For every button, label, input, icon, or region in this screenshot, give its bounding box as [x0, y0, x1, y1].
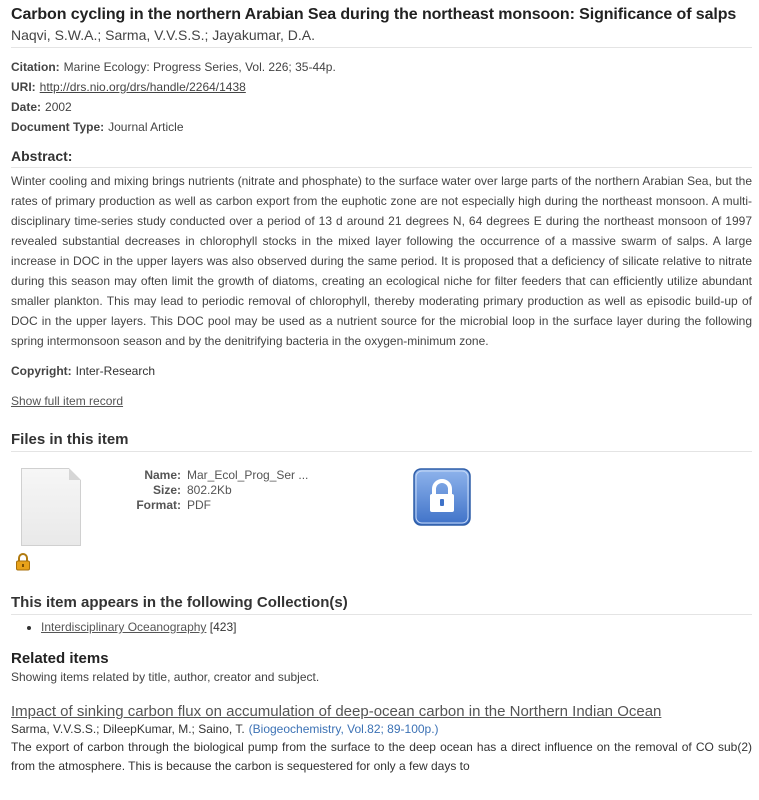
abstract-heading: Abstract: [11, 147, 752, 168]
related-items-subheading: Showing items related by title, author, creator and subject. [11, 670, 320, 684]
citation-value: Marine Ecology: Progress Series, Vol. 226; 35-44p. [63, 60, 336, 74]
doctype-label: Document Type: [11, 120, 105, 134]
related-item [11, 703, 752, 776]
collections-heading: This item appears in the following Collection(s) [11, 594, 752, 615]
uri-row [11, 77, 752, 97]
related-item-authors: Sarma, V.V.S.S.; DileepKumar, M.; Saino, T. [11, 722, 245, 736]
related-item-authors-row [11, 722, 752, 736]
document-thumbnail-icon[interactable] [21, 468, 81, 546]
copyright-value: Inter-Research [75, 364, 156, 378]
file-info [111, 468, 308, 513]
collection-item [41, 618, 752, 636]
date-row [11, 97, 752, 117]
copyright-label: Copyright: [11, 364, 72, 378]
collection-count: [423] [209, 620, 237, 634]
doctype-row [11, 117, 752, 137]
item-view [11, 0, 752, 776]
item-title: Carbon cycling in the northern Arabian Sea during the northeast monsoon: Significance of salps [11, 6, 737, 23]
uri-label: URI: [11, 80, 36, 94]
date-label: Date: [11, 100, 42, 114]
file-size: 802.2Kb [187, 483, 232, 497]
show-full-record-link[interactable]: Show full item record [11, 394, 124, 408]
file-format-label: Format: [136, 498, 181, 512]
files-heading: Files in this item [11, 431, 752, 452]
date-value: 2002 [45, 100, 72, 114]
file-name-label: Name: [144, 468, 181, 482]
doctype-value: Journal Article [108, 120, 184, 134]
copyright-row [11, 361, 752, 381]
file-entry [11, 468, 752, 588]
citation-row [11, 57, 752, 77]
restricted-access-lock-icon[interactable] [413, 468, 471, 526]
citation-label: Citation: [11, 60, 60, 74]
file-name: Mar_Ecol_Prog_Ser ... [187, 468, 309, 482]
related-item-title-link[interactable]: Impact of sinking carbon flux on accumulation of deep-ocean carbon in the Northern Indian Ocean [11, 703, 662, 720]
padlock-icon [15, 553, 31, 571]
abstract-text: Winter cooling and mixing brings nutrients (nitrate and phosphate) to the surface water over large parts of the northern Arabian Sea, but the rates of primary production as well as carbon export from the euphotic zone are not especially high during the northeast monsoon. A multi-disciplinary time-series study conducted over a period of 13 d around 21 degrees N, 64 degrees E during the northeast monsoon of 1997 revealed substantial decreases in chlorophyll stocks in the mixed layer following the occurrence of a massive swarm of salps. A large increase in DOC in the upper layers was also observed during the same period. It is proposed that a deficiency of silicate relative to nitrate during this season may often limit the growth of diatoms, creating an ecological niche for filter feeders that can efficiently utilize abundant smaller plankton. This may lead to periodic removal of chlorophyll, thereby moderating primary production as well as episodic build-up of DOC in the upper layers. This DOC pool may be used as a nutrient source for the microbial loop in the surface layer during the following spring intermonsoon season and by the denitrifying bacteria in the oxygen-minimum zone. [11, 174, 752, 348]
item-authors: Naqvi, S.W.A.; Sarma, V.V.S.S.; Jayakumar, D.A. [11, 26, 752, 48]
uri-link[interactable]: http://drs.nio.org/drs/handle/2264/1438 [39, 80, 246, 94]
collection-link[interactable]: Interdisciplinary Oceanography [41, 620, 207, 634]
file-format: PDF [187, 498, 211, 512]
related-item-publication: (Biogeochemistry, Vol.82; 89-100p.) [248, 722, 439, 736]
related-item-abstract: The export of carbon through the biological pump from the surface to the deep ocean has a direct influence on the removal of CO sub(2) from the atmosphere. This is because the carbon is sequestered for only a few days to [11, 740, 752, 773]
file-size-label: Size: [152, 483, 181, 497]
item-metadata [11, 57, 752, 137]
collections-list [11, 618, 752, 636]
related-items-heading: Related items [11, 650, 109, 667]
